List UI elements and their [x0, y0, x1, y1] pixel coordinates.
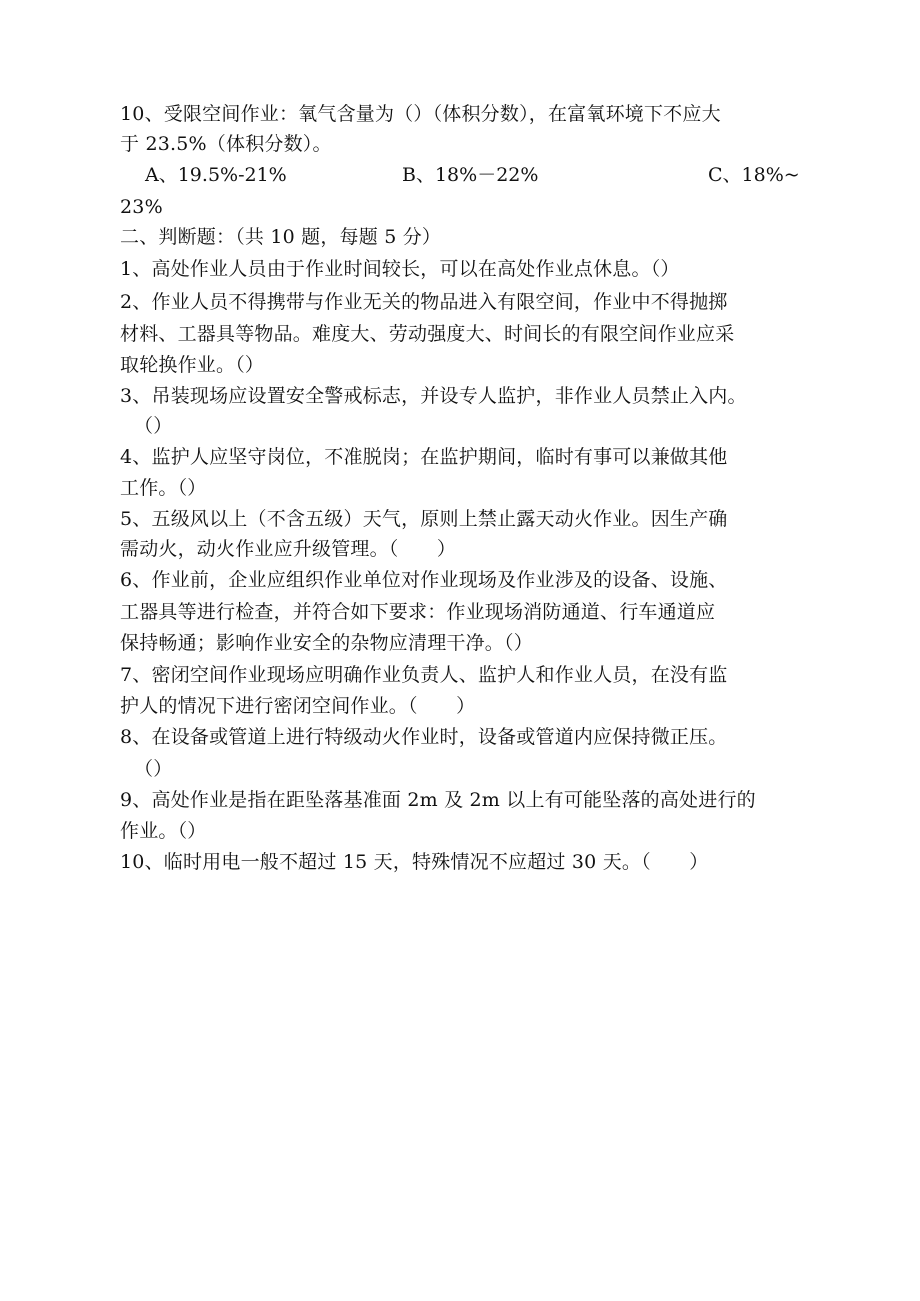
- tf-question-9-line-2: 作业。（）: [120, 820, 207, 842]
- mc-question-10-line-1: 10、受限空间作业：氧气含量为（）（体积分数），在富氧环境下不应大: [120, 103, 721, 125]
- tf-question-8-line-1: 8、在设备或管道上进行特级动火作业时，设备或管道内应保持微正压。: [120, 726, 728, 748]
- option-c: C、18%~: [708, 164, 800, 186]
- tf-question-4-line-1: 4、监护人应坚守岗位，不准脱岗；在监护期间，临时有事可以兼做其他: [120, 446, 728, 468]
- tf-question-6-line-1: 6、作业前，企业应组织作业单位对作业现场及作业涉及的设备、设施、: [120, 569, 728, 591]
- tf-question-3-line-1: 3、吊装现场应设置安全警戒标志，并设专人监护，非作业人员禁止入内。: [120, 385, 747, 407]
- tf-question-8-line-2: （）: [134, 758, 173, 780]
- tf-question-9-line-1: 9、高处作业是指在距坠落基准面 2m 及 2m 以上有可能坠落的高处进行的: [120, 789, 756, 811]
- tf-question-5-line-2: 需动火，动火作业应升级管理。（ ）: [120, 538, 457, 560]
- tf-question-1-line-1: 1、高处作业人员由于作业时间较长，可以在高处作业点休息。（）: [120, 258, 680, 280]
- mc-question-10-line-2: 于 23.5%（体积分数）。: [120, 133, 332, 155]
- option-a: A、19.5%-21%: [145, 164, 287, 186]
- option-b: B、18%－22%: [402, 164, 539, 186]
- tf-question-3-line-2: （）: [134, 415, 173, 437]
- tf-question-2-line-2: 材料、工器具等物品。难度大、劳动强度大、时间长的有限空间作业应采: [120, 323, 735, 345]
- tf-question-7-line-2: 护人的情况下进行密闭空间作业。（ ）: [120, 695, 476, 717]
- tf-question-4-line-2: 工作。（）: [120, 477, 207, 499]
- option-c-continued: 23%: [120, 196, 163, 218]
- tf-question-2-line-3: 取轮换作业。（）: [120, 354, 265, 376]
- tf-question-6-line-2: 工器具等进行检查，并符合如下要求：作业现场消防通道、行车通道应: [120, 601, 716, 623]
- tf-question-10-line-1: 10、临时用电一般不超过 15 天，特殊情况不应超过 30 天。（ ）: [120, 851, 709, 873]
- tf-question-2-line-1: 2、作业人员不得携带与作业无关的物品进入有限空间，作业中不得抛掷: [120, 291, 728, 313]
- tf-question-6-line-3: 保持畅通；影响作业安全的杂物应清理干净。（）: [120, 632, 533, 654]
- tf-question-7-line-1: 7、密闭空间作业现场应明确作业负责人、监护人和作业人员，在没有监: [120, 664, 728, 686]
- tf-question-5-line-1: 5、五级风以上（不含五级）天气，原则上禁止露天动火作业。因生产确: [120, 508, 728, 530]
- section-heading: 二、判断题：（共 10 题，每题 5 分）: [120, 226, 442, 248]
